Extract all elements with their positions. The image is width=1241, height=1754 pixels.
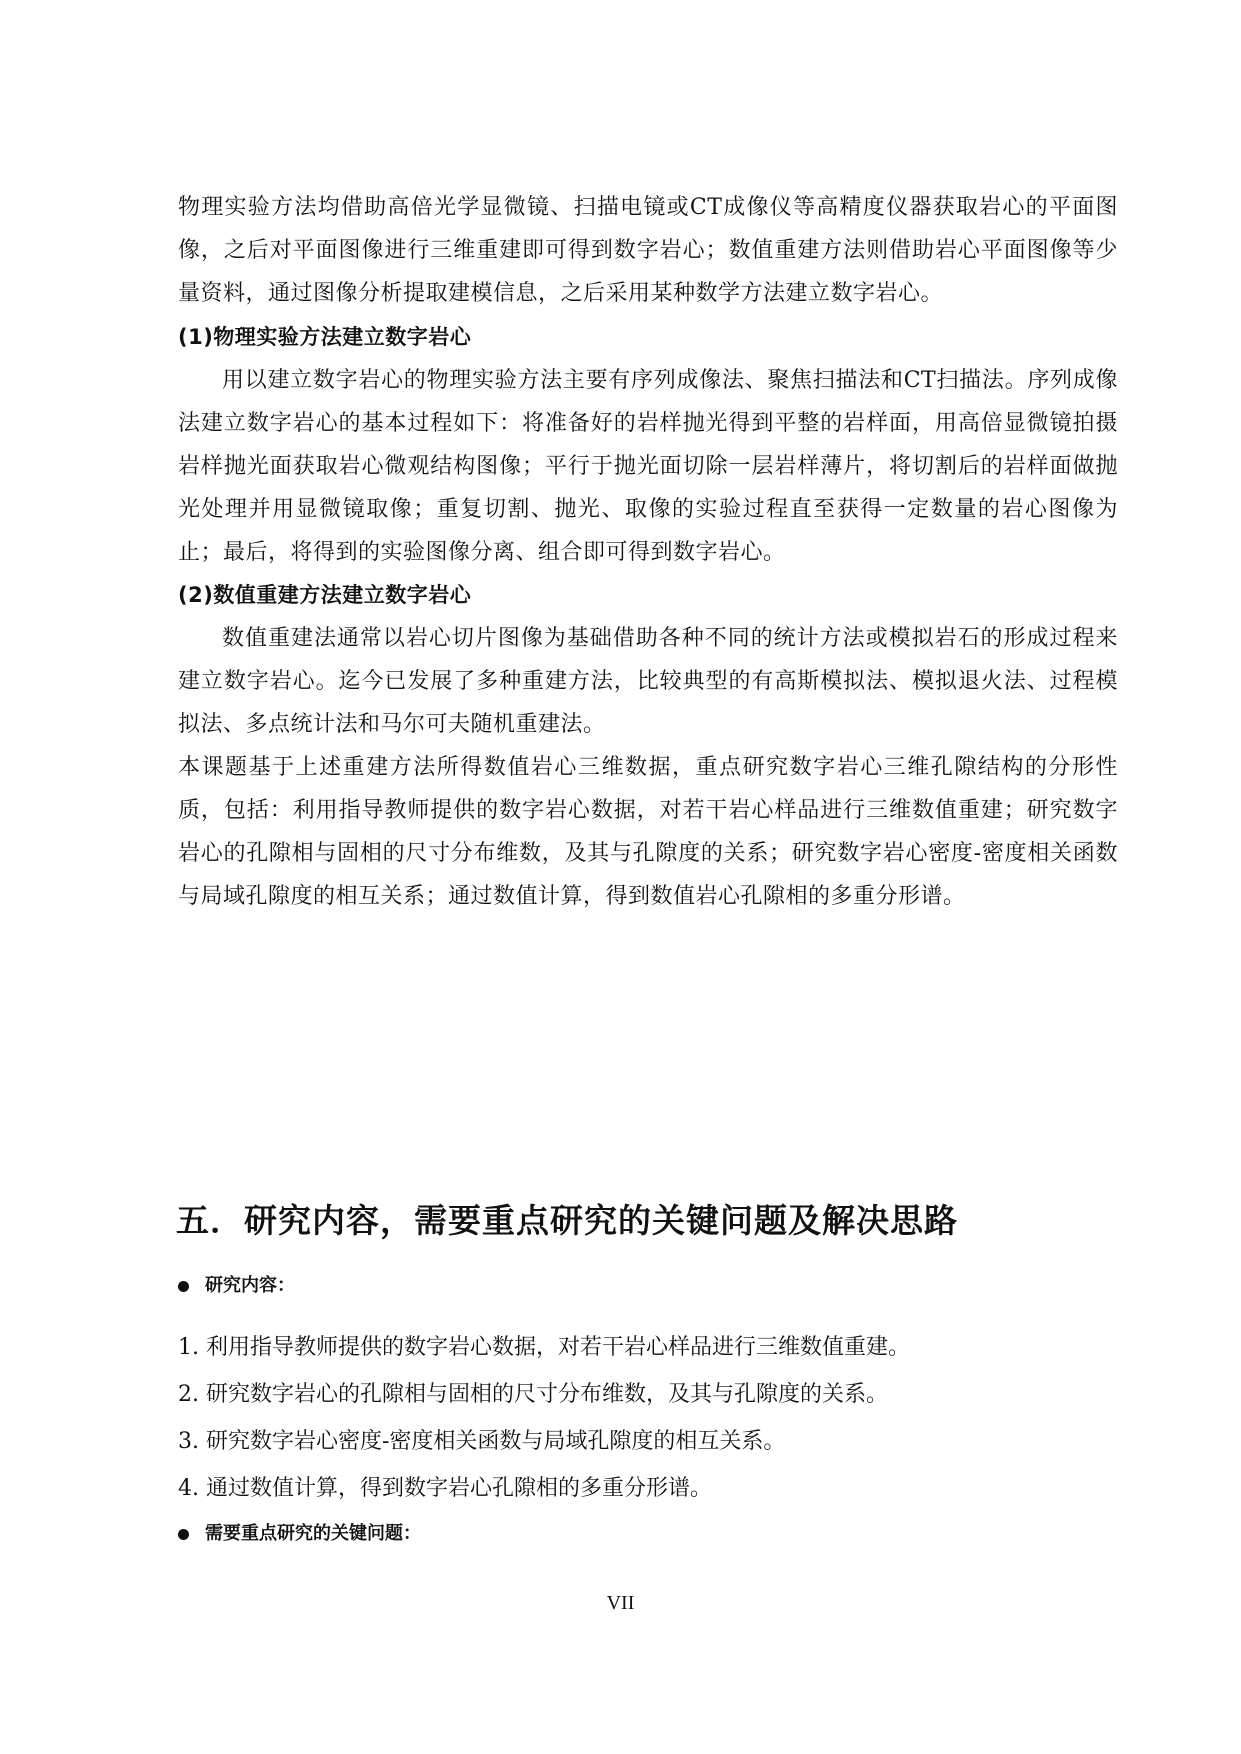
subheading-numerical-method: (2)数值重建方法建立数字岩心 bbox=[178, 583, 472, 607]
subheading-physical-method: (1)物理实验方法建立数字岩心 bbox=[178, 325, 472, 349]
key-problems-heading bbox=[178, 1519, 421, 1549]
research-content-heading bbox=[178, 1271, 295, 1301]
list-item bbox=[178, 1371, 1118, 1418]
list-item bbox=[178, 1465, 1118, 1512]
list-item bbox=[178, 1418, 1118, 1465]
list-item-number: 2. bbox=[178, 1382, 199, 1407]
list-item-number: 3. bbox=[178, 1429, 199, 1454]
intro-paragraph: 物理实验方法均借助高倍光学显微镜、扫描电镜或CT成像仪等高精度仪器获取岩心的平面图像，之后对平面图像进行三维重建即可得到数字岩心；数值重建方法则借助岩心平面图像等少量资料，通过图像分析提取建模信息，之后采用某种数学方法建立数字岩心。 bbox=[178, 195, 1118, 306]
page-number: VII bbox=[606, 1592, 635, 1614]
section-title: 五．研究内容，需要重点研究的关键问题及解决思路 bbox=[176, 1201, 958, 1240]
physical-method-paragraph: 用以建立数字岩心的物理实验方法主要有序列成像法、聚焦扫描法和CT扫描法。序列成像法建立数字岩心的基本过程如下：将准备好的岩样抛光得到平整的岩样面，用高倍显微镜拍摄岩样抛光面获取岩心微观结构图像；平行于抛光面切除一层岩样薄片，将切割后的岩样面做抛光处理并用显微镜取像；重复切割、抛光、取像的实验过程直至获得一定数量的岩心图像为止；最后，将得到的实验图像分离、组合即可得到数字岩心。 bbox=[178, 368, 1118, 565]
research-content-list bbox=[178, 1324, 1118, 1512]
research-content-label: 研究内容： bbox=[205, 1275, 295, 1296]
list-item bbox=[178, 1324, 1118, 1371]
list-item-text: 通过数值计算，得到数字岩心孔隙相的多重分形谱。 bbox=[206, 1476, 713, 1501]
list-item-text: 研究数字岩心密度-密度相关函数与局域孔隙度的相互关系。 bbox=[206, 1429, 786, 1454]
list-item-number: 4. bbox=[178, 1476, 199, 1501]
project-summary-paragraph: 本课题基于上述重建方法所得数值岩心三维数据，重点研究数字岩心三维孔隙结构的分形性质，包括：利用指导教师提供的数字岩心数据，对若干岩心样品进行三维数值重建；研究数字岩心的孔隙相与固相的尺寸分布维数，及其与孔隙度的关系；研究数字岩心密度-密度相关函数与局域孔隙度的相互关系；通过数值计算，得到数值岩心孔隙相的多重分形谱。 bbox=[178, 755, 1118, 909]
list-item-text: 利用指导教师提供的数字岩心数据，对若干岩心样品进行三维数值重建。 bbox=[206, 1335, 911, 1360]
numerical-method-paragraph: 数值重建法通常以岩心切片图像为基础借助各种不同的统计方法或模拟岩石的形成过程来建立数字岩心。迄今已发展了多种重建方法，比较典型的有高斯模拟法、模拟退火法、过程模拟法、多点统计法和马尔可夫随机重建法。 bbox=[178, 626, 1118, 737]
bullet-icon bbox=[178, 1281, 189, 1292]
body-text-block bbox=[178, 186, 1118, 918]
list-item-number: 1. bbox=[178, 1335, 199, 1360]
list-item-text: 研究数字岩心的孔隙相与固相的尺寸分布维数，及其与孔隙度的关系。 bbox=[206, 1382, 889, 1407]
bullet-icon bbox=[178, 1529, 189, 1540]
key-problems-label: 需要重点研究的关键问题： bbox=[205, 1523, 421, 1544]
